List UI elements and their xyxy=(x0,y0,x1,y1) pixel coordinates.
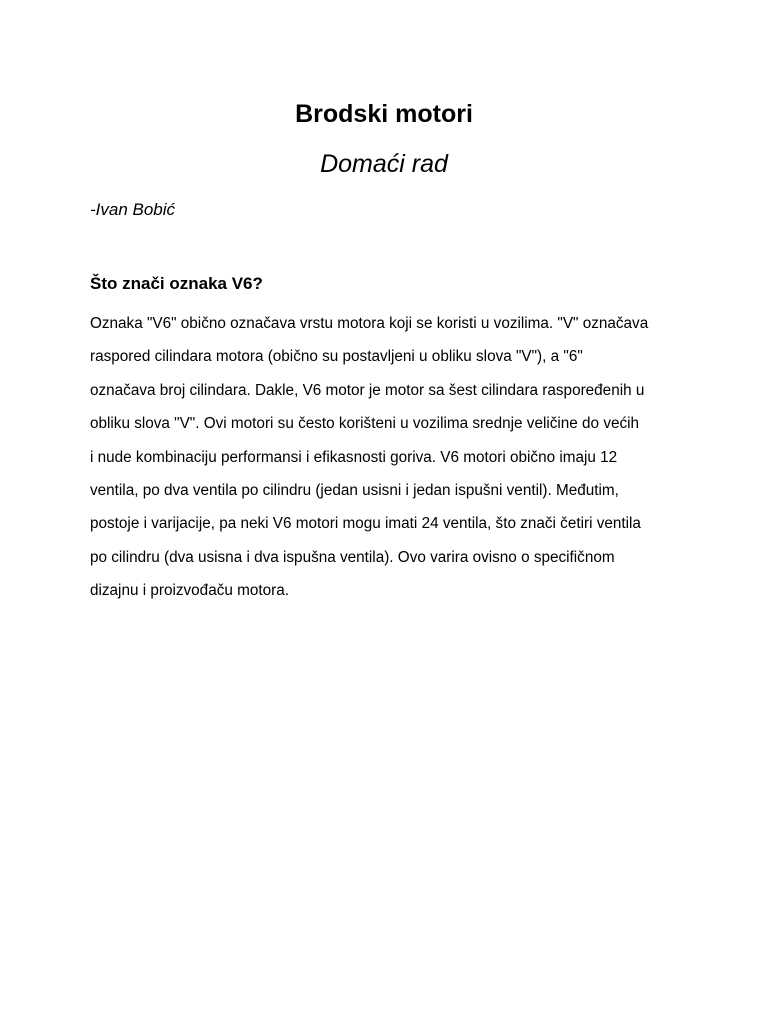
body-paragraph xyxy=(90,307,690,608)
document-title: Brodski motori xyxy=(295,100,473,128)
paragraph-line: i nude kombinaciju performansi i efikasnosti goriva. V6 motori obično imaju 12 xyxy=(90,448,618,466)
paragraph-line: dizajnu i proizvođaču motora. xyxy=(90,582,289,600)
document-subtitle: Domaći rad xyxy=(320,150,448,178)
paragraph-line: po cilindru (dva usisna i dva ispušna ventila). Ovo varira ovisno o specifičnom xyxy=(90,548,615,566)
section-heading: Što znači oznaka V6? xyxy=(90,274,263,293)
author-line: -Ivan Bobić xyxy=(90,200,176,219)
paragraph-line: obliku slova "V". Ovi motori su često korišteni u vozilima srednje veličine do većih xyxy=(90,415,640,433)
paragraph-line: raspored cilindara motora (obično su postavljeni u obliku slova "V"), a "6" xyxy=(90,348,583,366)
paragraph-line: postoje i varijacije, pa neki V6 motori mogu imati 24 ventila, što znači četiri ventila xyxy=(90,515,641,533)
paragraph-line: Oznaka "V6" obično označava vrstu motora koji se koristi u vozilima. "V" označava xyxy=(90,315,649,332)
paragraph-line: označava broj cilindara. Dakle, V6 motor je motor sa šest cilindara raspoređenih u xyxy=(90,381,645,399)
paragraph-line: ventila, po dva ventila po cilindru (jedan usisni i jedan ispušni ventil). Međutim, xyxy=(90,482,619,500)
